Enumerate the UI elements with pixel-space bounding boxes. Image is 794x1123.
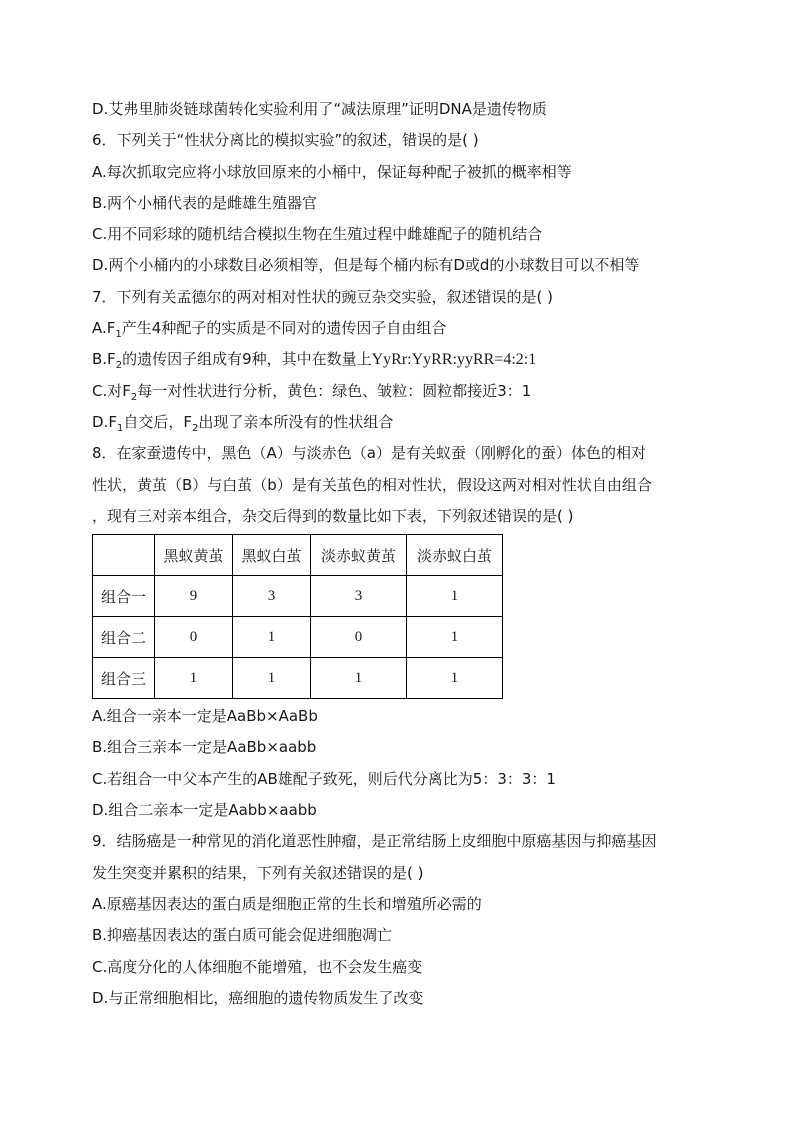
q9-option-a: A.原癌基因表达的蛋白质是细胞正常的生长和增殖所必需的 — [92, 894, 482, 913]
document-body — [92, 94, 712, 1014]
table-header-cell: 黑蚁白茧 — [233, 535, 311, 576]
table-cell: 1 — [233, 617, 311, 658]
table-cell: 1 — [233, 658, 311, 699]
q7-b-subscript: 2 — [115, 360, 123, 372]
table-header-cell: 淡赤蚁白茧 — [407, 535, 503, 576]
table-row — [93, 576, 503, 617]
q7-d-subscript-2: 2 — [191, 422, 199, 434]
q7-option-d — [92, 407, 712, 438]
q9-stem-line-2: 发生突变并累积的结果，下列有关叙述错误的是( ) — [92, 863, 424, 882]
q8-option-c: C.若组合一中父本产生的AB雄配子致死，则后代分离比为5：3：3：1 — [92, 769, 556, 788]
q9-option-d: D.与正常细胞相比，癌细胞的遗传物质发生了改变 — [92, 988, 424, 1007]
q7-d-text-1: 自交后，F — [123, 412, 192, 431]
q5-option-d: D.艾弗里肺炎链球菌转化实验利用了“减法原理”证明DNA是遗传物质 — [92, 100, 547, 118]
q7-d-text-2: 出现了亲本所没有的性状组合 — [198, 412, 394, 431]
q7-a-prefix: A.F — [92, 319, 116, 338]
table-cell: 1 — [155, 658, 233, 699]
q7-stem: 7．下列有关孟德尔的两对相对性状的豌豆杂交实验，叙述错误的是( ) — [92, 287, 554, 306]
table-cell: 1 — [407, 576, 503, 617]
q7-a-subscript: 1 — [115, 329, 122, 341]
q7-b-text: 的遗传因子组成有9种，其中在数量上 — [122, 350, 372, 369]
table-cell: 9 — [155, 576, 233, 617]
q8-stem-line-3: ，现有三对亲本组合，杂交后得到的数量比如下表，下列叙述错误的是( ) — [92, 506, 574, 525]
q8-option-d: D.组合二亲本一定是Aabb×aabb — [92, 801, 317, 820]
q6-stem: 6．下列关于“性状分离比的模拟实验”的叙述，错误的是( ) — [92, 131, 479, 150]
q7-c-prefix: C.对F — [92, 381, 131, 400]
table-cell: 3 — [233, 576, 311, 617]
q8-option-a: A.组合一亲本一定是AaBb×AaBb — [92, 707, 318, 726]
q8-stem-line-1: 8．在家蚕遗传中，黑色（A）与淡赤色（a）是有关蚁蚕（刚孵化的蚕）体色的相对 — [92, 444, 647, 463]
table-header-cell — [93, 535, 155, 576]
q9-stem-line-1: 9．结肠癌是一种常见的消化道恶性肿瘤，是正常结肠上皮细胞中原癌基因与抑癌基因 — [92, 832, 657, 851]
table-cell: 0 — [311, 617, 407, 658]
q6-option-d: D.两个小桶内的小球数目必须相等，但是每个桶内标有D或d的小球数目可以不相等 — [92, 256, 640, 275]
q7-option-a — [92, 313, 712, 344]
q7-option-c — [92, 376, 712, 407]
table-header-cell: 淡赤蚁黄茧 — [311, 535, 407, 576]
q9-option-b: B.抑癌基因表达的蛋白质可能会促进细胞凋亡 — [92, 926, 393, 945]
table-header-row — [93, 535, 503, 576]
q6-option-c: C.用不同彩球的随机结合模拟生物在生殖过程中雌雄配子的随机结合 — [92, 225, 543, 244]
table-row-label: 组合一 — [93, 576, 155, 617]
table-row — [93, 617, 503, 658]
q6-option-b: B.两个小桶代表的是雌雄生殖器官 — [92, 193, 318, 212]
q8-ratio-table — [92, 534, 503, 699]
table-cell: 1 — [311, 658, 407, 699]
q7-c-subscript: 2 — [130, 391, 138, 403]
q7-d-subscript-1: 1 — [116, 422, 124, 434]
q9-option-c: C.高度分化的人体细胞不能增殖，也不会发生癌变 — [92, 957, 423, 976]
table-cell: 1 — [407, 658, 503, 699]
q8-table-wrapper — [92, 534, 712, 699]
table-header-cell: 黑蚁黄茧 — [155, 535, 233, 576]
table-row-label: 组合三 — [93, 658, 155, 699]
table-row-label: 组合二 — [93, 617, 155, 658]
q7-b-prefix: B.F — [92, 350, 116, 369]
q7-d-prefix: D.F — [92, 412, 117, 431]
q6-option-a: A.每次抓取完应将小球放回原来的小桶中，保证每种配子被抓的概率相等 — [92, 162, 572, 181]
table-cell: 0 — [155, 617, 233, 658]
q7-option-b — [92, 344, 712, 375]
q7-a-text: 产生4种配子的实质是不同对的遗传因子自由组合 — [121, 319, 447, 338]
q8-stem-line-2: 性状，黄茧（B）与白茧（b）是有关茧色的相对性状，假设这两对相对性状自由组合 — [92, 475, 652, 494]
table-cell: 3 — [311, 576, 407, 617]
q7-c-text: 每一对性状进行分析，黄色：绿色、皱粒：圆粒都接近3：1 — [137, 381, 532, 400]
q8-option-b: B.组合三亲本一定是AaBb×aabb — [92, 738, 317, 757]
table-cell: 1 — [407, 617, 503, 658]
q7-b-ratio: YyRr:YyRR:yyRR=4:2:1 — [371, 351, 537, 369]
table-row — [93, 658, 503, 699]
